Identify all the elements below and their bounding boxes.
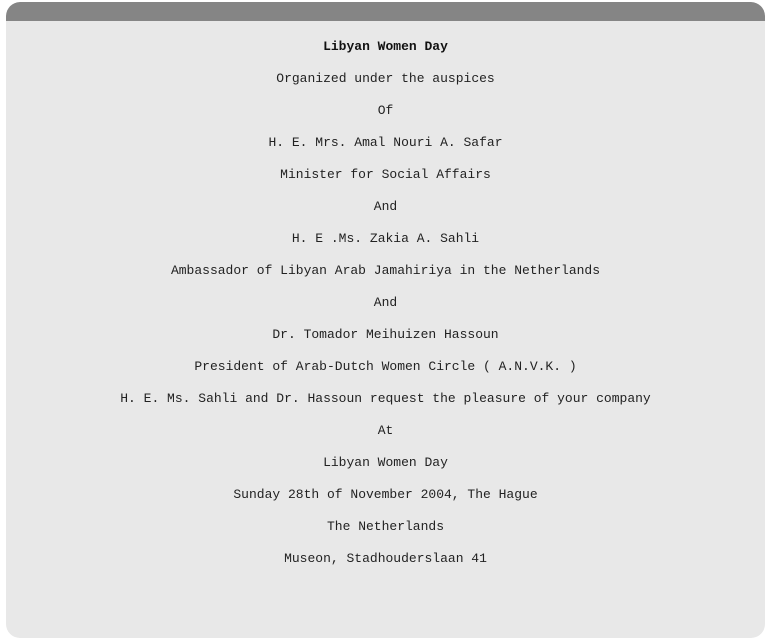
and-line: And (373, 295, 398, 310)
and-line: And (373, 199, 398, 214)
event-venue: Museon, Stadhouderslaan 41 (284, 551, 487, 566)
ambassador-title: Ambassador of Libyan Arab Jamahiriya in the Netherlands (170, 263, 601, 278)
event-title: Libyan Women Day (323, 39, 448, 54)
panel-header-bar (6, 2, 765, 21)
at-line: At (377, 423, 394, 438)
invitation-text (6, 38, 765, 582)
auspices-line: Organized under the auspices (276, 71, 495, 86)
president-title: President of Arab-Dutch Women Circle ( A.N.V.K. ) (194, 359, 577, 374)
event-name: Libyan Women Day (323, 455, 448, 470)
invitation-panel (6, 2, 765, 638)
minister-name: H. E. Mrs. Amal Nouri A. Safar (268, 135, 503, 150)
of-line: Of (377, 103, 394, 118)
minister-title: Minister for Social Affairs (280, 167, 491, 182)
president-name: Dr. Tomador Meihuizen Hassoun (272, 327, 499, 342)
ambassador-name: H. E .Ms. Zakia A. Sahli (291, 231, 480, 246)
event-date: Sunday 28th of November 2004, The Hague (233, 487, 538, 502)
request-line: H. E. Ms. Sahli and Dr. Hassoun request the pleasure of your company (120, 391, 651, 406)
event-country: The Netherlands (326, 519, 445, 534)
